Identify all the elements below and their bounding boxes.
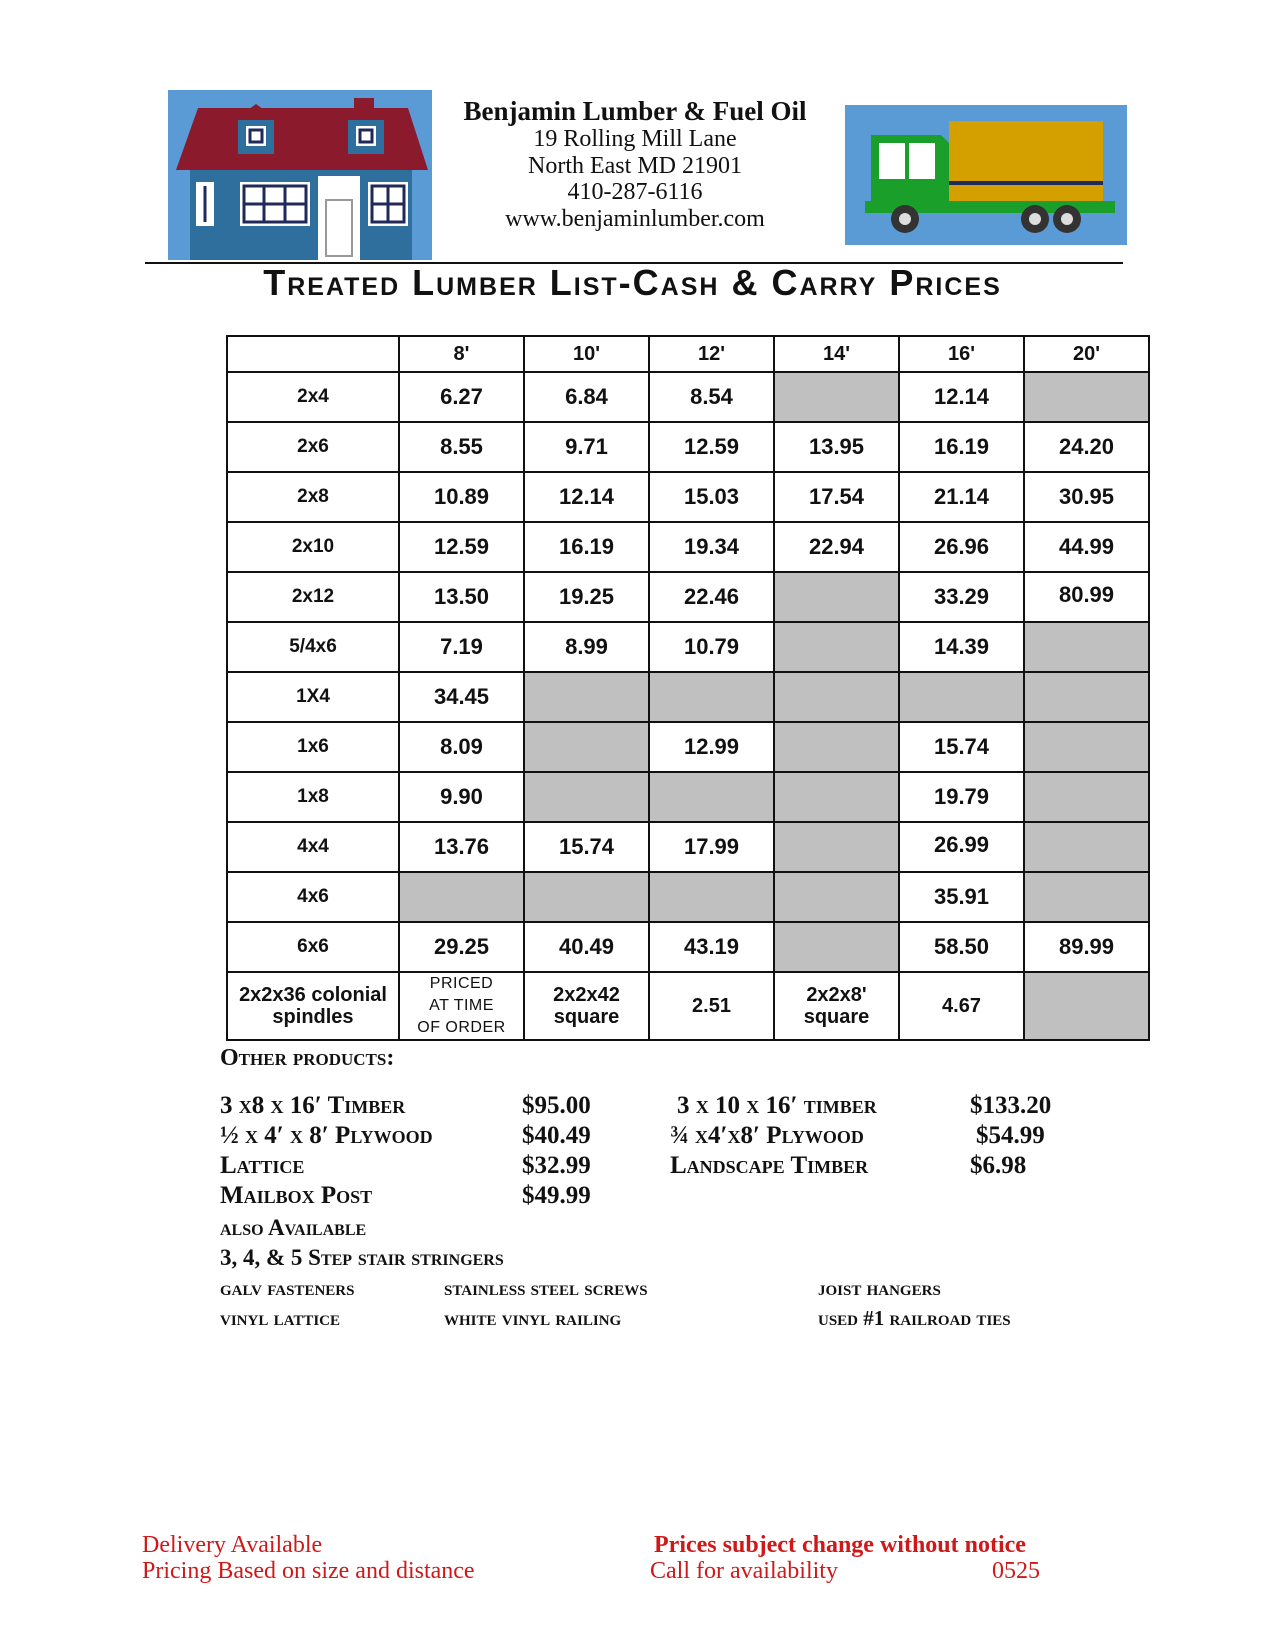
table-cell-empty [774, 922, 899, 972]
product-price: $6.98 [970, 1152, 1027, 1179]
table-cell-empty [774, 822, 899, 872]
table-cell [524, 972, 649, 1040]
row-label: 1X4 [227, 672, 399, 722]
extra-item: joist hangers [818, 1276, 941, 1300]
table-cell [399, 972, 524, 1040]
spindle-label-line: spindles [272, 1006, 354, 1028]
price-cell: 6.27 [399, 372, 524, 422]
table-cell-empty [399, 872, 524, 922]
row-label: 5/4x6 [227, 622, 399, 672]
table-row [227, 872, 1149, 922]
price-cell: 12.14 [524, 472, 649, 522]
priced-at-order-text: OF ORDER [417, 1019, 506, 1036]
price-cell: 10.79 [649, 622, 774, 672]
price-cell: 34.45 [399, 672, 524, 722]
price-cell: 40.49 [524, 922, 649, 972]
table-row [227, 372, 1149, 422]
price-cell: 9.90 [399, 772, 524, 822]
product-name: 3 x8 x 16′ Timber [220, 1092, 406, 1119]
pricing-note-text: Pricing Based on size and distance [142, 1558, 475, 1584]
price-table [226, 335, 1150, 1041]
stair-stringers-text: 3, 4, & 5 Step stair stringers [220, 1245, 504, 1270]
table-cell-empty [774, 672, 899, 722]
table-row [227, 472, 1149, 522]
price-cell: 12.14 [899, 372, 1024, 422]
table-cell-empty [899, 672, 1024, 722]
product-price: $40.49 [522, 1122, 591, 1149]
cell-text: 2x2x8' [806, 984, 867, 1006]
extra-item: white vinyl railing [444, 1306, 622, 1330]
price-cell: 26.99 [899, 822, 1024, 872]
product-name: Mailbox Post [220, 1182, 373, 1209]
price-notice-text: Prices subject change without notice [654, 1532, 1026, 1558]
price-cell: 22.46 [649, 572, 774, 622]
product-name: ½ x 4′ x 8′ Plywood [220, 1122, 433, 1149]
cell-text: square [803, 1006, 870, 1028]
price-cell: 19.34 [649, 522, 774, 572]
table-cell-empty [1024, 772, 1149, 822]
price-cell: 9.71 [524, 422, 649, 472]
price-cell: 12.99 [649, 722, 774, 772]
spindle-label-line: 2x2x36 colonial [239, 984, 387, 1006]
price-cell: 10.89 [399, 472, 524, 522]
price-cell: 15.74 [524, 822, 649, 872]
price-cell: 22.94 [774, 522, 899, 572]
row-label: 1x8 [227, 772, 399, 822]
price-cell: 8.09 [399, 722, 524, 772]
table-cell-empty [774, 372, 899, 422]
header-cell: 20' [1024, 336, 1149, 372]
price-cell: 89.99 [1024, 922, 1149, 972]
table-row [227, 972, 1149, 1040]
product-name: 3 x 10 x 16′ timber [677, 1092, 877, 1119]
header-cell: 12' [649, 336, 774, 372]
company-name: Benjamin Lumber & Fuel Oil [463, 96, 807, 126]
row-label: 2x8 [227, 472, 399, 522]
product-name: Lattice [220, 1152, 305, 1179]
row-label: 2x10 [227, 522, 399, 572]
also-available-heading: also Available [220, 1215, 367, 1240]
company-city: North East MD 21901 [528, 152, 742, 179]
price-cell: 17.99 [649, 822, 774, 872]
price-cell: 44.99 [1024, 522, 1149, 572]
price-cell: 13.76 [399, 822, 524, 872]
table-cell-empty [1024, 372, 1149, 422]
table-row [227, 822, 1149, 872]
table-cell-empty [774, 722, 899, 772]
table-cell-empty [524, 772, 649, 822]
table-cell-empty [649, 672, 774, 722]
price-cell: 19.79 [899, 772, 1024, 822]
table-row [227, 672, 1149, 722]
price-cell: 35.91 [899, 872, 1024, 922]
table-row [227, 572, 1149, 622]
priced-at-order-text: AT TIME [429, 997, 494, 1014]
table-row [227, 422, 1149, 472]
product-name: ¾ x4′x8′ Plywood [670, 1122, 864, 1149]
table-cell: 2.51 [649, 972, 774, 1040]
price-cell: 24.20 [1024, 422, 1149, 472]
cell-text: square [553, 1006, 620, 1028]
table-cell-empty [774, 872, 899, 922]
price-cell: 13.95 [774, 422, 899, 472]
table-cell-empty [774, 622, 899, 672]
price-cell: 12.59 [649, 422, 774, 472]
price-cell: 43.19 [649, 922, 774, 972]
extra-item: used #1 railroad ties [818, 1306, 1011, 1330]
table-row [227, 622, 1149, 672]
header-cell [227, 336, 399, 372]
product-price: $133.20 [970, 1092, 1052, 1119]
price-cell: 14.39 [899, 622, 1024, 672]
table-row [227, 922, 1149, 972]
table-cell-empty [1024, 722, 1149, 772]
delivery-available-text: Delivery Available [142, 1532, 323, 1558]
availability-text: Call for availability [650, 1558, 838, 1584]
company-address: 19 Rolling Mill Lane [533, 126, 737, 152]
price-cell: 80.99 [1024, 572, 1149, 622]
other-products-heading: Other products: [220, 1045, 395, 1071]
header-cell: 10' [524, 336, 649, 372]
product-name: Landscape Timber [670, 1152, 869, 1179]
price-cell: 26.96 [899, 522, 1024, 572]
price-cell: 13.50 [399, 572, 524, 622]
house-logo-icon [168, 90, 432, 260]
table-cell-empty [1024, 822, 1149, 872]
extra-item: vinyl lattice [220, 1306, 340, 1330]
price-cell: 8.55 [399, 422, 524, 472]
company-phone: 410-287-6116 [567, 179, 703, 205]
table-cell-empty [1024, 622, 1149, 672]
price-cell: 7.19 [399, 622, 524, 672]
price-cell: 58.50 [899, 922, 1024, 972]
row-label: 6x6 [227, 922, 399, 972]
row-label: 2x12 [227, 572, 399, 622]
row-label: 2x4 [227, 372, 399, 422]
product-price: $32.99 [522, 1152, 591, 1179]
table-header-row [227, 336, 1149, 372]
price-cell: 19.25 [524, 572, 649, 622]
table-cell-empty [1024, 672, 1149, 722]
price-cell: 16.19 [899, 422, 1024, 472]
table-cell: 4.67 [899, 972, 1024, 1040]
price-cell: 8.99 [524, 622, 649, 672]
document-code: 0525 [992, 1558, 1040, 1584]
product-price: $54.99 [976, 1122, 1045, 1149]
price-cell: 15.74 [899, 722, 1024, 772]
price-cell: 33.29 [899, 572, 1024, 622]
product-price: $95.00 [522, 1092, 591, 1119]
row-label: 4x4 [227, 822, 399, 872]
extra-item: stainless steel screws [444, 1276, 648, 1300]
extra-item: galv fasteners [220, 1276, 355, 1300]
table-row [227, 522, 1149, 572]
table-cell-empty [774, 572, 899, 622]
table-row [227, 772, 1149, 822]
price-cell: 15.03 [649, 472, 774, 522]
cell-text: 2x2x42 [553, 984, 620, 1006]
priced-at-order-text: PRICED [429, 975, 494, 992]
price-cell: 29.25 [399, 922, 524, 972]
table-cell-empty [524, 672, 649, 722]
table-row [227, 722, 1149, 772]
page-title: Treated Lumber List-Cash & Carry Prices [263, 262, 1002, 303]
row-label: 4x6 [227, 872, 399, 922]
header-cell: 8' [399, 336, 524, 372]
truck-logo-icon [845, 105, 1127, 245]
price-cell: 12.59 [399, 522, 524, 572]
product-price: $49.99 [522, 1182, 591, 1209]
company-website[interactable]: www.benjaminlumber.com [505, 205, 765, 232]
table-cell-empty [774, 772, 899, 822]
table-cell-empty [1024, 872, 1149, 922]
table-cell-empty [649, 872, 774, 922]
price-cell: 6.84 [524, 372, 649, 422]
price-cell: 30.95 [1024, 472, 1149, 522]
price-cell: 17.54 [774, 472, 899, 522]
price-cell: 16.19 [524, 522, 649, 572]
row-label: 2x6 [227, 422, 399, 472]
header-cell: 14' [774, 336, 899, 372]
company-info [455, 96, 815, 232]
table-cell [227, 972, 399, 1040]
header-cell: 16' [899, 336, 1024, 372]
table-cell-empty [524, 872, 649, 922]
table-cell-empty [524, 722, 649, 772]
price-cell: 8.54 [649, 372, 774, 422]
table-cell-empty [649, 772, 774, 822]
table-cell [774, 972, 899, 1040]
row-label: 1x6 [227, 722, 399, 772]
table-cell-empty [1024, 972, 1149, 1040]
price-cell: 21.14 [899, 472, 1024, 522]
